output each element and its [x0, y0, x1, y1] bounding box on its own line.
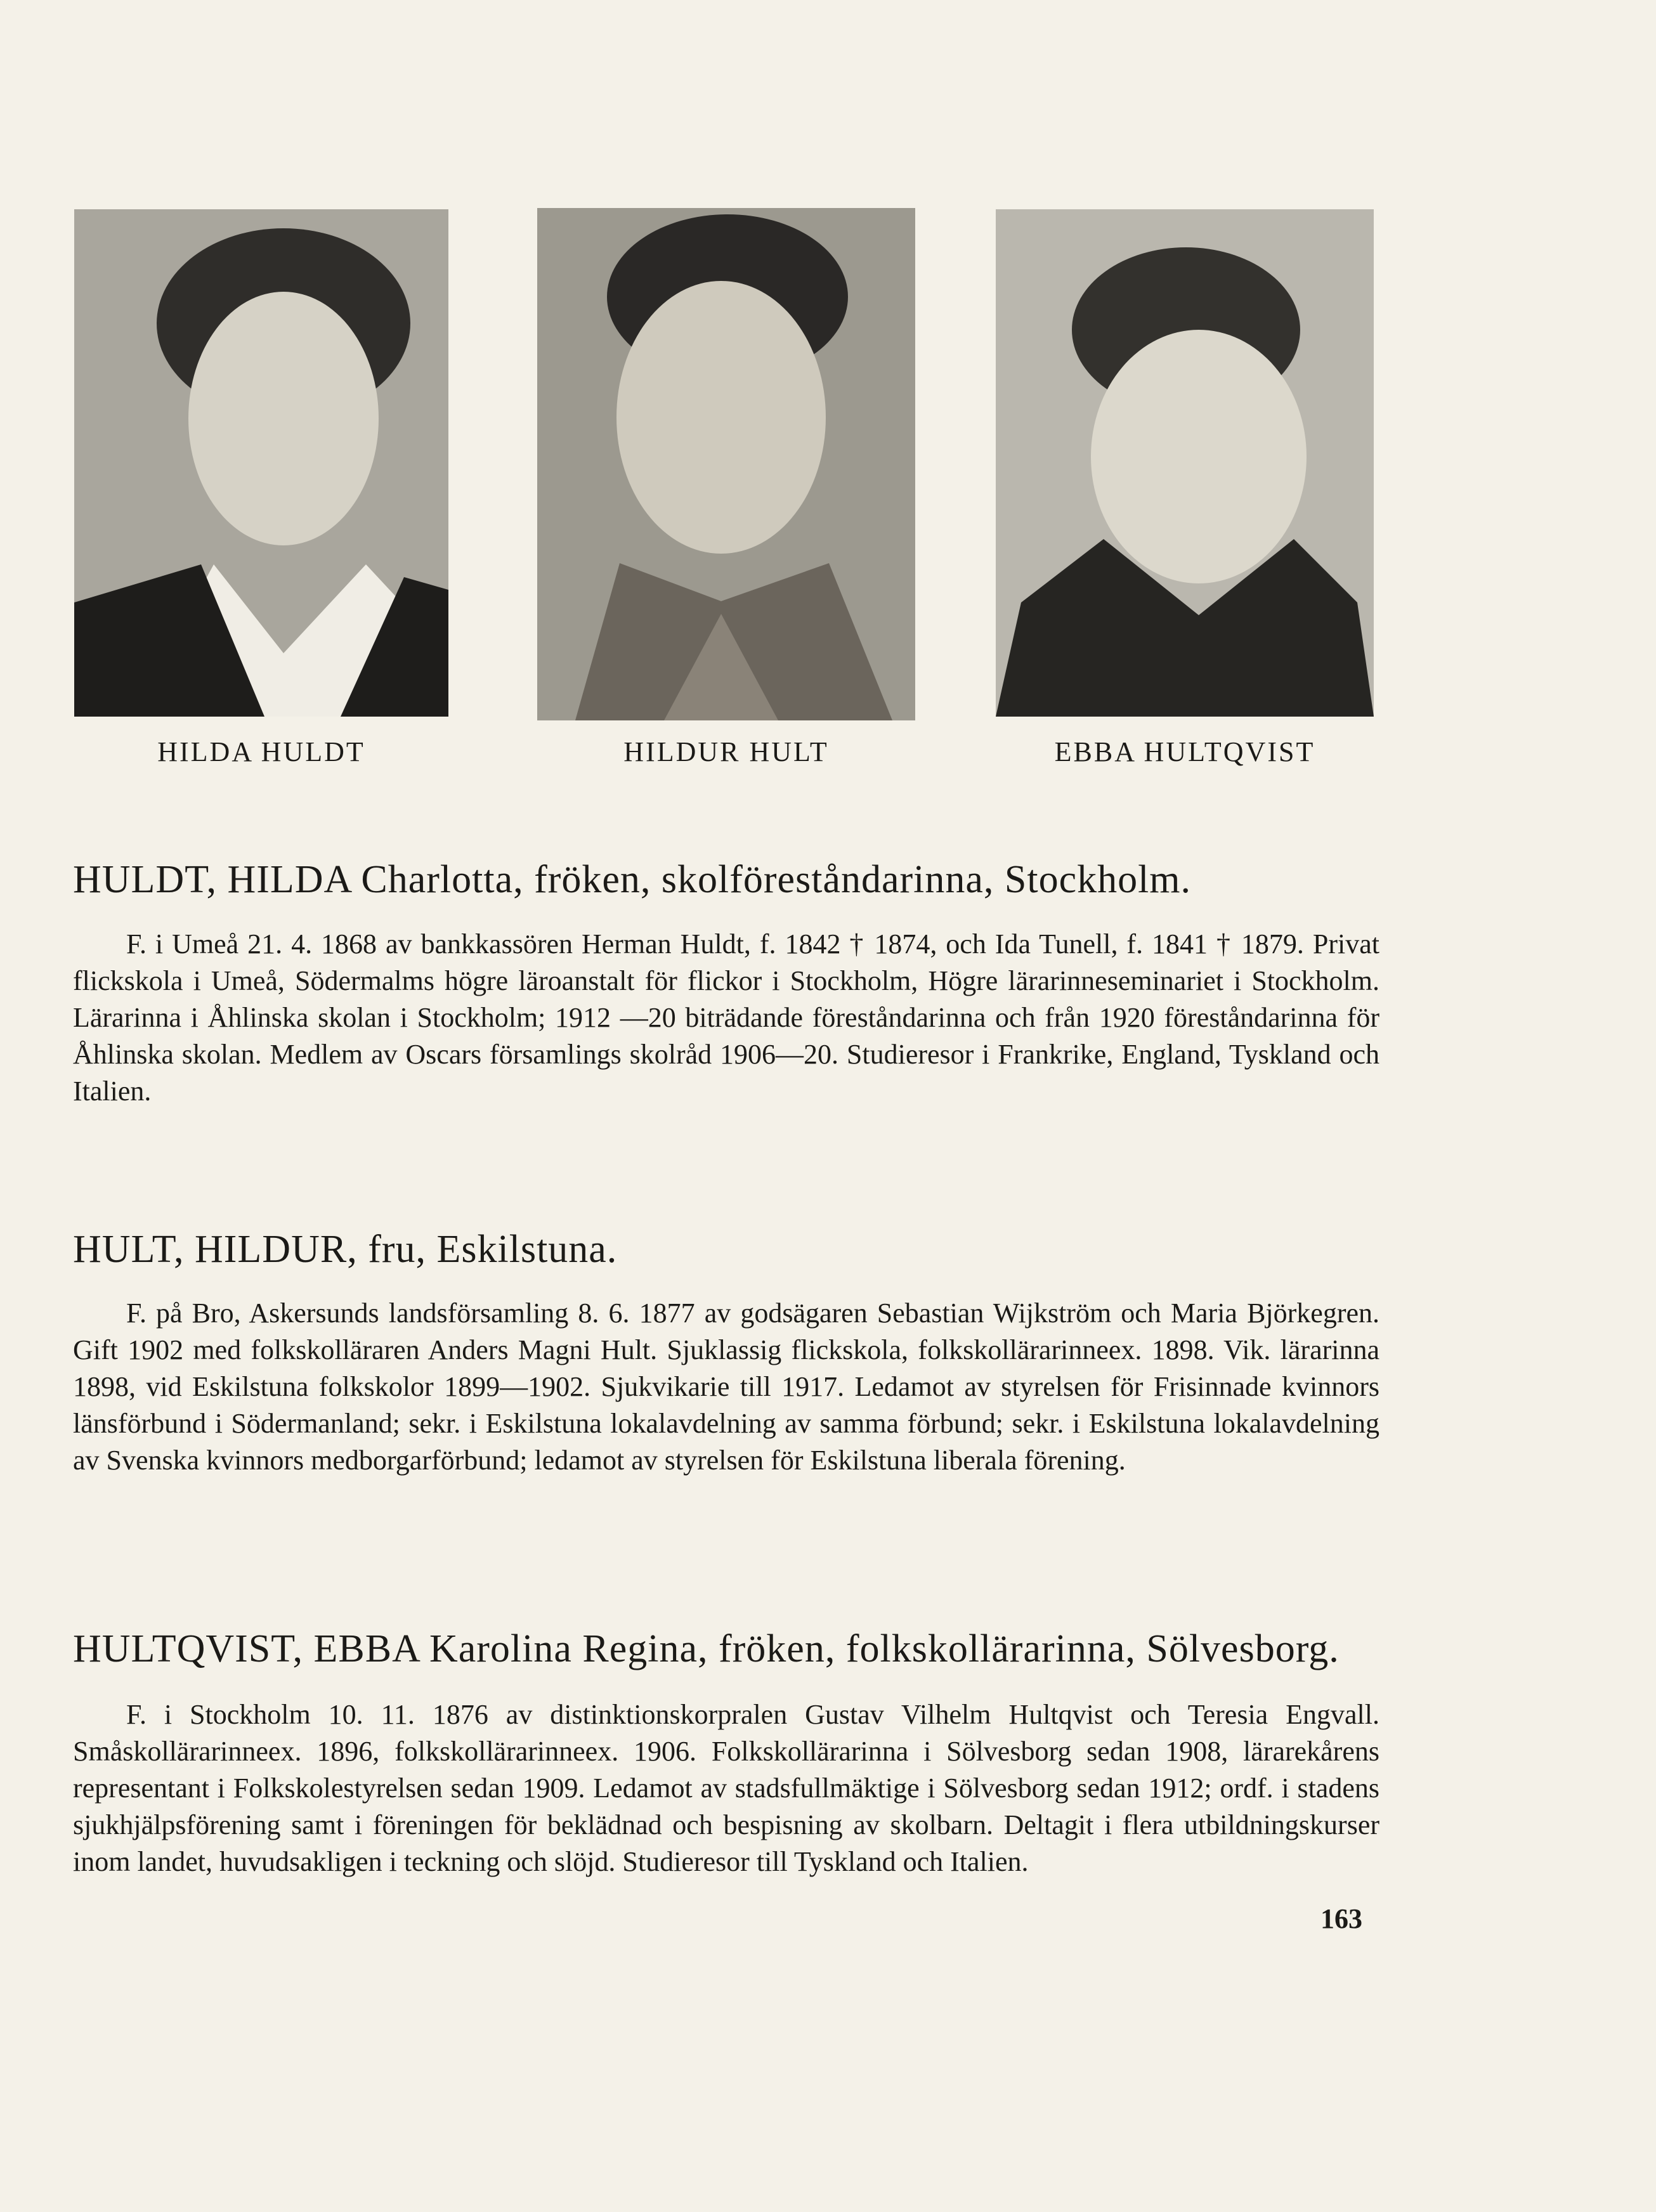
- entry-heading-hult: HULT, HILDUR, fru, Eskilstuna.: [73, 1228, 618, 1271]
- entry-body-huldt: F. i Umeå 21. 4. 1868 av bankkassören Herman Huldt, f. 1842 † 1874, och Ida Tunell, f. 1841 † 1879. Privat flickskola i Umeå, Södermalms högre läroanstalt för flickor i Stockholm, Högre lärarinneseminariet i Stockholm. Lärarinna i Åhlinska skolan i Stockholm; 1912 —20 biträdande föreståndarinna och från 1920 föreståndarinna för Åhlinska skolan. Medlem av Oscars församlings skolråd 1906—20. Studieresor i Frankrike, England, Tyskland och Italien.: [73, 928, 1379, 1107]
- photo-caption: EBBA HULTQVIST: [1054, 736, 1315, 767]
- photo-caption: HILDA HULDT: [157, 736, 365, 767]
- entry-heading-hultqvist: HULTQVIST, EBBA Karolina Regina, fröken, folkskollärarinna, Sölvesborg.: [73, 1627, 1340, 1670]
- photo-caption: HILDUR HULT: [623, 736, 829, 767]
- entry-heading-huldt: HULDT, HILDA Charlotta, fröken, skolföreståndarinna, Stockholm.: [73, 858, 1192, 901]
- portrait-photo-hilda-huldt: [74, 209, 448, 717]
- entry-body-hultqvist: F. i Stockholm 10. 11. 1876 av distinktionskorpralen Gustav Vilhelm Hultqvist och Teresia Engvall. Småskollärarinneex. 1896, folkskollärarinneex. 1906. Folkskollärarinna i Sölvesborg sedan 1908, lärarekårens representant i Folkskolestyrelsen sedan 1909. Ledamot av stadsfullmäktige i Sölvesborg sedan 1912; ordf. i stadens sjukhjälpsförening samt i föreningen för beklädnad och bespisning av skolbarn. Deltagit i flera utbildningskurser inom landet, huvudsakligen i teckning och slöjd. Studieresor till Tyskland och Italien.: [73, 1699, 1379, 1877]
- entry-body-hult: F. på Bro, Askersunds landsförsamling 8. 6. 1877 av godsägaren Sebastian Wijkström och Maria Björkegren. Gift 1902 med folkskolläraren Anders Magni Hult. Sjuklassig flickskola, folkskollärarinneex. 1898. Vik. lärarinna 1898, vid Eskilstuna folkskolor 1899—1902. Sjukvikarie till 1917. Ledamot av styrelsen för Frisinnade kvinnors länsförbund i Södermanland; sekr. i Eskilstuna lokalavdelning av samma förbund; sekr. i Eskilstuna lokalavdelning av Svenska kvinnors medborgarförbund; ledamot av styrelsen för Eskilstuna liberala förening.: [73, 1298, 1379, 1476]
- portrait-photo-hildur-hult: [537, 208, 915, 720]
- page-number: 163: [1320, 1903, 1362, 1934]
- portrait-photo-ebba-hultqvist: [996, 209, 1374, 717]
